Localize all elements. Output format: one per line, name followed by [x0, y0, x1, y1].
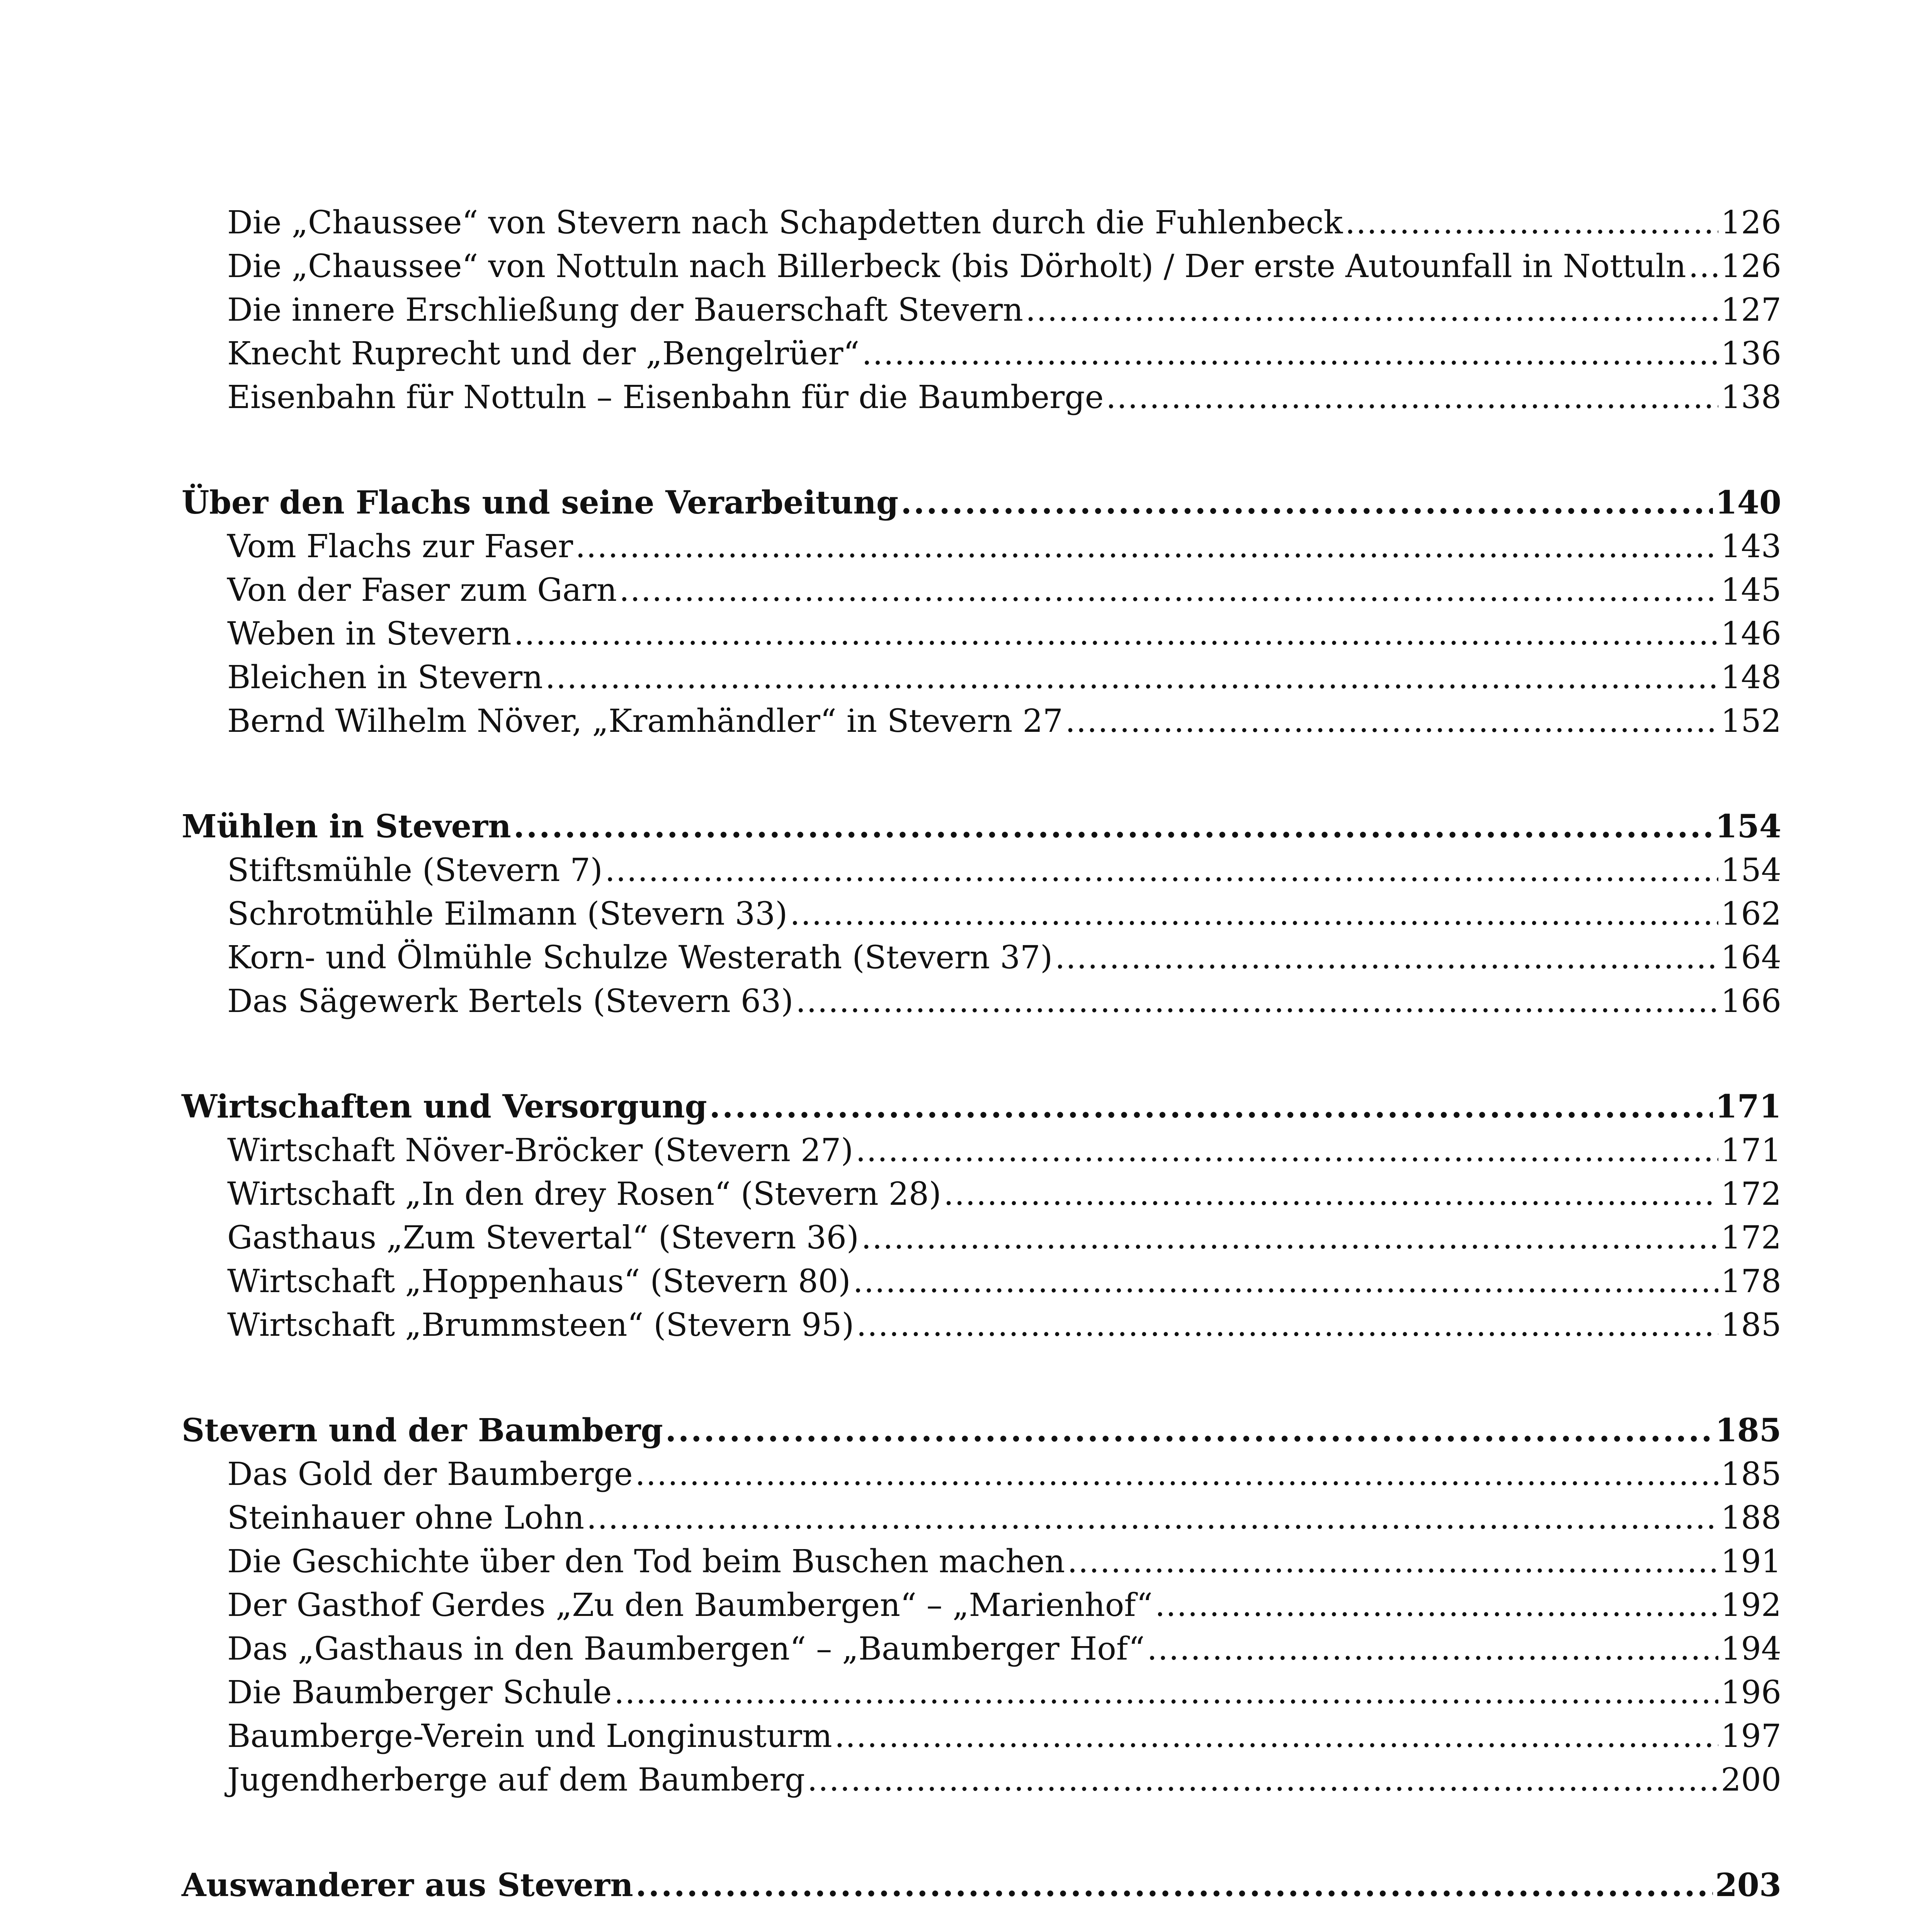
toc-entry-title: Weben in Stevern [227, 616, 512, 652]
toc-entry[interactable] [182, 936, 1781, 980]
toc-entry-title: Das Gold der Baumberge [227, 1456, 633, 1493]
toc-entry-title: Stiftsmühle (Stevern 7) [227, 852, 603, 889]
page-number: 200 [1721, 1762, 1781, 1798]
dot-leader [605, 849, 1719, 892]
dot-leader [862, 332, 1718, 376]
toc-entry[interactable] [182, 1129, 1781, 1172]
toc-entry-title: Baumberge-Verein und Longinusturm [227, 1718, 832, 1755]
dot-leader [1689, 245, 1719, 288]
toc-section [182, 1085, 1781, 1347]
toc-entry[interactable] [182, 245, 1781, 288]
dot-leader [796, 980, 1718, 1023]
dot-leader [1155, 1583, 1718, 1627]
toc-section [182, 805, 1781, 1023]
toc-entry[interactable] [182, 612, 1781, 656]
toc-section [182, 1409, 1781, 1802]
dot-leader [665, 1409, 1713, 1452]
toc-entry-title: Bernd Wilhelm Növer, „Kramhändler“ in Stevern 27 [227, 703, 1063, 740]
toc-entry-title: Schrotmühle Eilmann (Stevern 33) [227, 896, 788, 932]
page-number: 178 [1721, 1263, 1781, 1300]
dot-leader [1147, 1627, 1719, 1671]
toc-entry[interactable] [182, 1496, 1781, 1540]
toc-entry-title: Vom Flachs zur Faser [227, 528, 573, 565]
page-number: 143 [1721, 528, 1781, 565]
toc-entry-title: Das Sägewerk Bertels (Stevern 63) [227, 983, 794, 1020]
toc-entry[interactable] [182, 201, 1781, 245]
toc-section-heading[interactable] [182, 805, 1781, 849]
toc-entry-title: Die Geschichte über den Tod beim Buschen machen [227, 1543, 1065, 1580]
toc-section [182, 481, 1781, 743]
toc-section-heading[interactable] [182, 1409, 1781, 1452]
page-number: 172 [1721, 1176, 1781, 1213]
toc-section-title: Auswanderer aus Stevern [182, 1867, 633, 1904]
page-number: 185 [1721, 1456, 1781, 1493]
toc-entry-title: Eisenbahn für Nottuln – Eisenbahn für die Baumberge [227, 379, 1104, 416]
dot-leader [635, 1452, 1719, 1496]
toc-section-title: Wirtschaften und Versorgung [182, 1088, 707, 1125]
page-number: 126 [1721, 248, 1781, 285]
dot-leader [855, 1129, 1718, 1172]
dot-leader [853, 1260, 1718, 1303]
dot-leader [575, 525, 1718, 568]
toc-entry[interactable] [182, 1583, 1781, 1627]
toc-entry[interactable] [182, 1303, 1781, 1347]
dot-leader [944, 1172, 1719, 1216]
toc-entry[interactable] [182, 699, 1781, 743]
page-number: 185 [1721, 1307, 1781, 1344]
page-number: 162 [1721, 896, 1781, 932]
toc-entry-title: Steinhauer ohne Lohn [227, 1500, 585, 1536]
dot-leader [856, 1303, 1718, 1347]
toc-entry[interactable] [182, 376, 1781, 419]
toc-section-heading[interactable] [182, 1085, 1781, 1129]
page-number: 136 [1721, 335, 1781, 372]
toc-entry-title: Von der Faser zum Garn [227, 572, 617, 609]
toc-entry-title: Die „Chaussee“ von Nottuln nach Billerbeck (bis Dörholt) / Der erste Autounfall in Nottuln [227, 248, 1686, 285]
toc-entry-title: Der Gasthof Gerdes „Zu den Baumbergen“ – „Marienhof“ [227, 1587, 1153, 1624]
page-number: 194 [1721, 1631, 1781, 1667]
dot-leader [1067, 1540, 1718, 1583]
toc-entry[interactable] [182, 568, 1781, 612]
page-number: 126 [1721, 204, 1781, 241]
dot-leader [636, 1864, 1713, 1907]
page-number: 166 [1721, 983, 1781, 1020]
page-number: 164 [1721, 939, 1781, 976]
page-number: 191 [1721, 1543, 1781, 1580]
toc-entry[interactable] [182, 1627, 1781, 1671]
toc-entry-title: Wirtschaft „Brummsteen“ (Stevern 95) [227, 1307, 854, 1344]
toc-entry-title: Wirtschaft Növer-Bröcker (Stevern 27) [227, 1132, 854, 1169]
page-number: 192 [1721, 1587, 1781, 1624]
toc-entry[interactable] [182, 849, 1781, 892]
page-number: 185 [1715, 1412, 1781, 1449]
toc-entry-title: Die Baumberger Schule [227, 1674, 612, 1711]
page-number: 146 [1721, 616, 1781, 652]
toc-entry[interactable] [182, 1260, 1781, 1303]
toc-entry[interactable] [182, 525, 1781, 568]
page-number: 140 [1715, 484, 1781, 521]
dot-leader [709, 1085, 1713, 1129]
dot-leader [545, 656, 1718, 699]
toc-section-title: Mühlen in Stevern [182, 808, 511, 845]
page-number: 145 [1721, 572, 1781, 609]
toc-entry[interactable] [182, 1714, 1781, 1758]
toc-entry-title: Bleichen in Stevern [227, 659, 543, 696]
toc-entry-title: Wirtschaft „Hoppenhaus“ (Stevern 80) [227, 1263, 851, 1300]
page-number: 196 [1721, 1674, 1781, 1711]
dot-leader [861, 1216, 1719, 1260]
page-number: 171 [1715, 1088, 1781, 1125]
page-number: 197 [1721, 1718, 1781, 1755]
page-number: 188 [1721, 1500, 1781, 1536]
page-number: 203 [1715, 1867, 1781, 1904]
toc-entry[interactable] [182, 1216, 1781, 1260]
toc-section-title: Stevern und der Baumberg [182, 1412, 663, 1449]
toc-entry[interactable] [182, 1452, 1781, 1496]
dot-leader [514, 805, 1713, 849]
toc-section-heading[interactable] [182, 1864, 1781, 1907]
toc-entry[interactable] [182, 1540, 1781, 1583]
page-number: 127 [1721, 292, 1781, 328]
dot-leader [1065, 699, 1719, 743]
dot-leader [835, 1714, 1719, 1758]
dot-leader [1345, 201, 1718, 245]
toc-section [182, 1864, 1781, 1907]
toc-section-title: Über den Flachs und seine Verarbeitung [182, 484, 899, 521]
toc-entry[interactable] [182, 656, 1781, 699]
toc-entry[interactable] [182, 288, 1781, 332]
dot-leader [614, 1671, 1718, 1714]
dot-leader [1106, 376, 1718, 419]
toc-section-heading[interactable] [182, 481, 1781, 525]
toc-entry-title: Gasthaus „Zum Stevertal“ (Stevern 36) [227, 1219, 859, 1256]
page-number: 154 [1721, 852, 1781, 889]
table-of-contents [182, 201, 1781, 1932]
dot-leader [807, 1758, 1718, 1802]
page-number: 138 [1721, 379, 1781, 416]
toc-entry-title: Das „Gasthaus in den Baumbergen“ – „Baumberger Hof“ [227, 1631, 1145, 1667]
toc-entry[interactable] [182, 1758, 1781, 1802]
dot-leader [901, 481, 1713, 525]
toc-entry[interactable] [182, 892, 1781, 936]
dot-leader [1026, 288, 1718, 332]
page-number: 171 [1721, 1132, 1781, 1169]
toc-entry-title: Knecht Ruprecht und der „Bengelrüer“ [227, 335, 860, 372]
page-number: 172 [1721, 1219, 1781, 1256]
dot-leader [514, 612, 1719, 656]
toc-entry[interactable] [182, 1172, 1781, 1216]
page-number: 152 [1721, 703, 1781, 740]
toc-entry[interactable] [182, 332, 1781, 376]
toc-section [182, 201, 1781, 419]
page-number: 154 [1715, 808, 1781, 845]
dot-leader [587, 1496, 1718, 1540]
toc-entry-title: Wirtschaft „In den drey Rosen“ (Stevern 28) [227, 1176, 941, 1213]
toc-entry-title: Die innere Erschließung der Bauerschaft Stevern [227, 292, 1024, 328]
toc-entry[interactable] [182, 980, 1781, 1023]
dot-leader [1055, 936, 1718, 980]
toc-entry-title: Die „Chaussee“ von Stevern nach Schapdetten durch die Fuhlenbeck [227, 204, 1343, 241]
page-number: 148 [1721, 659, 1781, 696]
toc-entry[interactable] [182, 1671, 1781, 1714]
toc-entry-title: Jugendherberge auf dem Baumberg [227, 1762, 805, 1798]
toc-entry-title: Korn- und Ölmühle Schulze Westerath (Stevern 37) [227, 939, 1053, 976]
dot-leader [790, 892, 1718, 936]
dot-leader [619, 568, 1719, 612]
